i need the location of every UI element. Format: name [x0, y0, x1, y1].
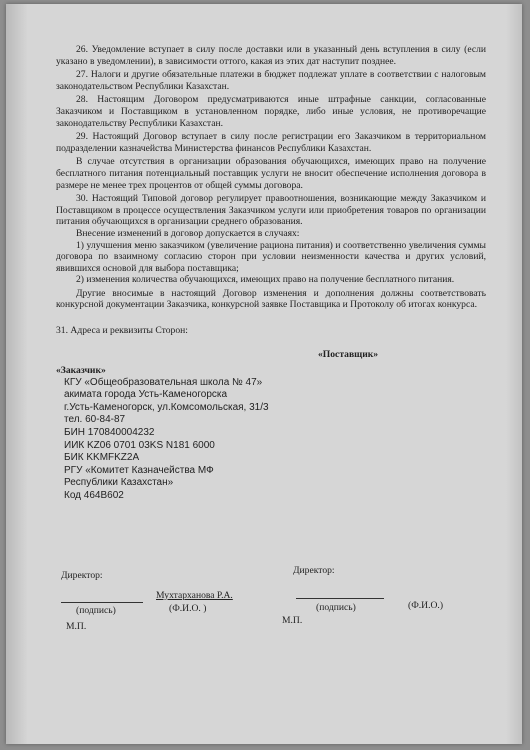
customer-line: Республики Казахстан»	[64, 477, 174, 489]
paragraph-30: 30. Настоящий Типовой договор регулирует правоотношения, возникающие между Заказчиком и Поставщиком в процессе осуществления Заказчиком услуги или приобретения товаров по организации питания обучающихся в организации среднего образования.	[56, 193, 486, 228]
supplier-heading: «Поставщик»	[318, 348, 379, 360]
customer-line: акимата города Усть-Каменогорска	[64, 389, 228, 401]
customer-line: КГУ «Общеобразовательная школа № 47»	[64, 376, 263, 388]
customer-director-name: Мухтарханова Р.А.	[156, 590, 233, 601]
customer-line: РГУ «Комитет Казначейства МФ	[64, 464, 214, 476]
supplier-stamp-label: М.П.	[282, 615, 303, 626]
customer-stamp-label: М.П.	[66, 621, 87, 632]
contract-body	[56, 44, 486, 503]
supplier-signature-line	[296, 598, 384, 599]
paragraph-26: 26. Уведомление вступает в силу после доставки или в указанный день вступления в силу (если указано в уведомлении), в зависимости оттого, какая из этих дат наступит позднее.	[56, 44, 486, 67]
customer-director-label: Директор:	[61, 570, 103, 581]
paragraph-amendment-2: 2) изменения количества обучающихся, имеющих право на получение бесплатного питания.	[76, 274, 455, 286]
customer-fio-caption: (Ф.И.О. )	[169, 603, 207, 614]
customer-line: Код 464B602	[64, 490, 124, 501]
paragraph-28: 28. Настоящим Договором предусматриваются иные штрафные санкции, согласованные Заказчиком и Поставщиком в установленном порядке, либо иные условия, не противоречащие законодательству Республики Казахстан.	[56, 94, 486, 129]
customer-line: тел. 60-84-87	[64, 414, 126, 426]
supplier-director-label: Директор:	[293, 565, 335, 576]
supplier-fio-caption: (Ф.И.О.)	[408, 600, 444, 611]
paragraph-amendment-1: 1) улучшения меню заказчиком (увеличение рациона питания) и соответственно увеличения суммы договора по взаимному согласию сторон при условии неизменности качества и других условий, явившихся основой для выбора поставщика;	[56, 239, 486, 274]
customer-line: ИИК KZ06 0701 03KS N181 6000	[64, 439, 215, 451]
customer-line: г.Усть-Каменогорск, ул.Комсомольская, 31/3	[64, 401, 269, 413]
customer-line: БИК KKMFKZ2A	[64, 452, 140, 464]
paragraph-other-changes: Другие вносимые в настоящий Договор изменения и дополнения должны соответствовать конкурсной документации Заказчика, конкурсной заявке Поставщика и Протоколу об итогах конкурса.	[56, 287, 486, 311]
paragraph-27: 27. Налоги и другие обязательные платежи в бюджет подлежат уплате в соответствии с налоговым законодательством Республики Казахстан.	[56, 69, 486, 92]
customer-signature-caption: (подпись)	[76, 605, 116, 616]
customer-line: БИН 170840004232	[64, 427, 155, 439]
customer-requisites	[64, 377, 486, 503]
customer-heading: «Заказчик»	[56, 364, 106, 376]
document-page	[6, 4, 522, 744]
paragraph-amendments-intro: Внесение изменений в договор допускается в случаях:	[76, 227, 300, 239]
supplier-signature-caption: (подпись)	[316, 602, 356, 613]
paragraph-no-students: В случае отсутствия в организации образования обучающихся, имеющих право на получение бесплатного питания потенциальный поставщик услуги не вносит обеспечение исполнения договора в размере не менее трех процентов от общей суммы договора.	[56, 156, 486, 191]
section-31-heading: 31. Адреса и реквизиты Сторон:	[56, 325, 188, 337]
paragraph-29: 29. Настоящий Договор вступает в силу после регистрации его Заказчиком в территориальном подразделении казначейства Министерства финансов Республики Казахстан.	[56, 131, 486, 154]
customer-signature-line	[61, 602, 143, 603]
